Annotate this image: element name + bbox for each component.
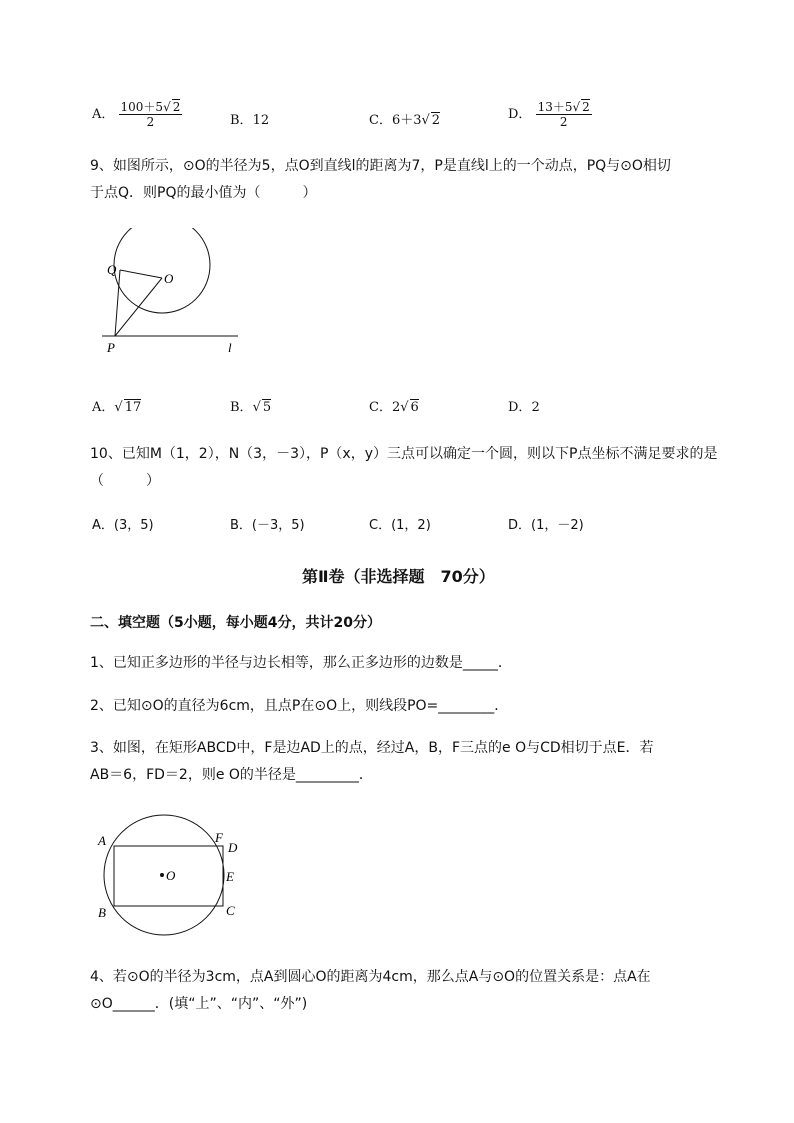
option-label: C．	[369, 113, 392, 128]
option-label: D．	[508, 400, 532, 415]
q9-figure	[98, 228, 268, 358]
q9-option-c[interactable]	[369, 396, 419, 415]
q8-option-b[interactable]	[230, 109, 269, 128]
label-c: C	[226, 903, 235, 918]
option-value: √ 5	[252, 400, 272, 415]
fill-q3-line2: AB＝6，FD＝2，则e O的半径是_________．	[90, 767, 373, 783]
label-b: B	[98, 905, 106, 920]
q9-option-a[interactable]	[92, 396, 141, 415]
circle-o	[114, 228, 210, 313]
q10-stem-line2: （ ）	[90, 473, 160, 489]
label-a: A	[98, 833, 106, 848]
option-value: 2√ 6	[391, 400, 419, 415]
label-f: F	[215, 830, 223, 845]
q10-option-c[interactable]: C．(1，2)	[369, 518, 431, 533]
q9-stem-line1: 9、如图所示，⊙O的半径为5，点O到直线l的距离为7，P是直线l上的一个动点，PQ与⊙O相切	[90, 158, 671, 174]
segment-po	[115, 278, 162, 336]
fill-q2: 2、已知⊙O的直径为6cm，且点P在⊙O上，则线段PO=________．	[90, 698, 509, 714]
label-e: E	[226, 869, 234, 884]
segment-qp	[115, 270, 120, 336]
q10-option-b[interactable]: B．(－3，5)	[230, 518, 305, 533]
option-label: B．	[230, 400, 253, 415]
option-value: √ 17	[114, 400, 142, 415]
q9-stem-line2: 于点Q．则PQ的最小值为（ ）	[90, 185, 317, 201]
fraction: $\frac{13+5√ 2}{2}$	[537, 100, 590, 129]
q9-option-b[interactable]	[230, 396, 271, 415]
fill-q3-line1: 3、如图，在矩形ABCD中，F是边AD上的点，经过A，B，F三点的e O与CD相切于点E．若	[90, 740, 654, 756]
fraction: $\frac{100+5√ 2}{2}$	[120, 100, 181, 129]
center-point	[160, 873, 164, 877]
fill-q1: 1、已知正多边形的半径与边长相等，那么正多边形的边数是_____．	[90, 655, 512, 671]
fill-q4-line2: ⊙O______．(填“上”、“内”、“外”)	[90, 996, 308, 1012]
segment-qo	[120, 270, 162, 278]
label-o: O	[164, 271, 174, 286]
q10-stem-line1: 10、已知M（1，2），N（3，－3），P（x，y）三点可以确定一个圆，则以下P点坐标不满足要求的是	[90, 446, 718, 462]
label-o: O	[166, 868, 176, 883]
option-value: 2	[531, 400, 540, 415]
option-label: C．	[369, 400, 392, 415]
label-d: D	[228, 840, 238, 855]
option-label: D．	[508, 107, 532, 122]
option-label: B．	[230, 113, 253, 128]
option-label: A．	[92, 107, 115, 122]
label-p: P	[107, 340, 115, 355]
q3-figure	[92, 812, 252, 942]
option-label: A．	[92, 400, 115, 415]
part2-title: 第Ⅱ卷（非选择题 70分）	[302, 567, 495, 586]
q9-option-d[interactable]	[508, 396, 540, 415]
fill-q4-line1: 4、若⊙O的半径为3cm，点A到圆心O的距离为4cm，那么点A与⊙O的位置关系是：点A在	[90, 969, 651, 985]
option-value: 12	[252, 113, 270, 128]
q10-option-d[interactable]: D．(1，－2)	[508, 518, 584, 533]
option-value: 6＋3√ 2	[391, 113, 441, 128]
q8-option-a[interactable]	[92, 100, 182, 129]
label-q: Q	[107, 262, 117, 277]
q8-option-c[interactable]	[369, 109, 440, 128]
q10-option-a[interactable]: A．(3，5)	[92, 518, 154, 533]
label-l: l	[228, 340, 232, 355]
section-heading: 二、填空题（5小题，每小题4分，共计20分）	[90, 615, 381, 631]
q8-option-d[interactable]	[508, 100, 592, 129]
